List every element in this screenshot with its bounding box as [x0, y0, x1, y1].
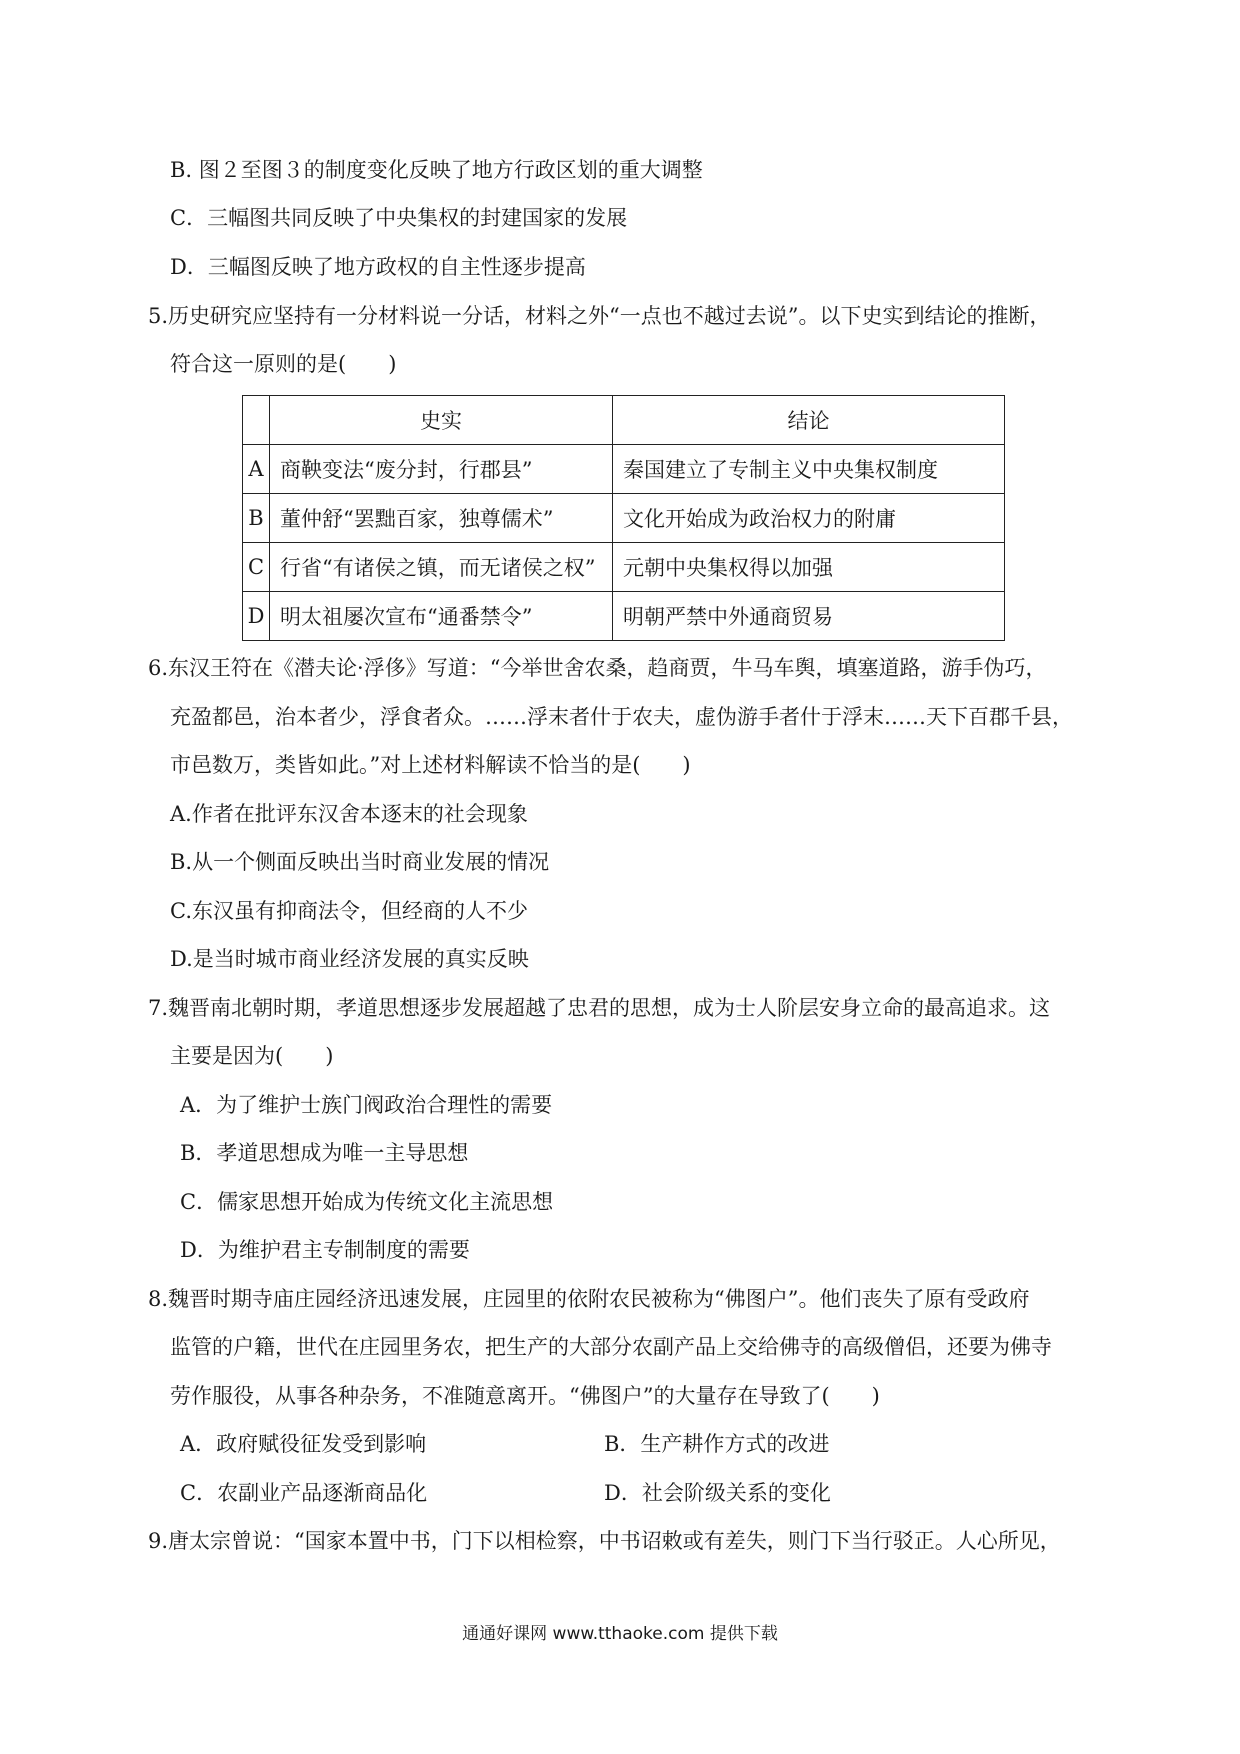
- q8-stem-line-1: 8.魏晋时期寺庙庄园经济迅速发展，庄园里的依附农民被称为“佛图户”。他们丧失了原有受政府: [148, 1287, 1030, 1311]
- row-letter: D: [243, 592, 270, 641]
- row-conclusion: 文化开始成为政治权力的附庸: [613, 494, 1005, 543]
- q4-option-c: C．三幅图共同反映了中央集权的封建国家的发展: [170, 206, 628, 230]
- row-letter: C: [243, 543, 270, 592]
- q8-option-b: B．生产耕作方式的改进: [604, 1432, 830, 1456]
- q8-option-a: A．政府赋役征发受到影响: [180, 1432, 427, 1456]
- row-fact: 董仲舒“罢黜百家，独尊儒术”: [270, 494, 613, 543]
- q6-option-d: D.是当时城市商业经济发展的真实反映: [170, 947, 529, 971]
- q7-stem-line-1: 7.魏晋南北朝时期，孝道思想逐步发展超越了忠君的思想，成为士人阶层安身立命的最高追求。这: [148, 996, 1051, 1020]
- q6-option-c: C.东汉虽有抑商法令，但经商的人不少: [170, 899, 528, 923]
- table-header-fact: 史实: [270, 396, 613, 445]
- q4-option-b: B. 图２至图３的制度变化反映了地方行政区划的重大调整: [170, 158, 703, 182]
- q4-option-d: D．三幅图反映了地方政权的自主性逐步提高: [170, 255, 586, 279]
- q5-stem-line-1: 5.历史研究应坚持有一分材料说一分话，材料之外“一点也不越过去说”。以下史实到结论的推断，: [148, 304, 1051, 328]
- table-header-row: [243, 396, 1005, 445]
- q6-stem-line-3: 市邑数万，类皆如此。”对上述材料解读不恰当的是( ): [170, 753, 691, 777]
- row-letter: B: [243, 494, 270, 543]
- table-header-blank: [243, 396, 270, 445]
- table-row: [243, 543, 1005, 592]
- q8-option-d: D．社会阶级关系的变化: [604, 1481, 831, 1505]
- q8-stem-line-3: 劳作服役，从事各种杂务，不准随意离开。“佛图户”的大量存在导致了( ): [170, 1384, 880, 1408]
- q6-stem-line-1: 6.东汉王符在《潜夫论·浮侈》写道：“今举世舍农桑，趋商贾，牛马车舆，填塞道路，游手伪巧，: [148, 656, 1047, 680]
- table-header-conclusion: 结论: [613, 396, 1005, 445]
- row-fact: 商鞅变法“废分封，行郡县”: [270, 445, 613, 494]
- q7-option-c: C．儒家思想开始成为传统文化主流思想: [180, 1190, 554, 1214]
- q9-stem-line-1: 9.唐太宗曾说：“国家本置中书，门下以相检察，中书诏敕或有差失，则门下当行驳正。人心所见，: [148, 1529, 1061, 1553]
- table-row: [243, 592, 1005, 641]
- table-row: [243, 494, 1005, 543]
- q6-option-a: A.作者在批评东汉舍本逐末的社会现象: [170, 802, 528, 826]
- q5-stem-line-2: 符合这一原则的是( ): [170, 352, 397, 376]
- page-footer: 通通好课网 www.tthaoke.com 提供下载: [462, 1624, 778, 1644]
- q6-stem-line-2: 充盈都邑，治本者少，浮食者众。……浮末者什于农夫，虚伪游手者什于浮末……天下百郡千县，: [170, 705, 1073, 729]
- row-conclusion: 明朝严禁中外通商贸易: [613, 592, 1005, 641]
- q8-option-c: C．农副业产品逐渐商品化: [180, 1481, 428, 1505]
- q7-option-b: B．孝道思想成为唯一主导思想: [180, 1141, 469, 1165]
- row-conclusion: 秦国建立了专制主义中央集权制度: [613, 445, 1005, 494]
- row-fact: 行省“有诸侯之镇，而无诸侯之权”: [270, 543, 613, 592]
- row-letter: A: [243, 445, 270, 494]
- q7-stem-line-2: 主要是因为( ): [170, 1044, 334, 1068]
- q7-option-a: A．为了维护士族门阀政治合理性的需要: [180, 1093, 553, 1117]
- q6-option-b: B.从一个侧面反映出当时商业发展的情况: [170, 850, 550, 874]
- row-fact: 明太祖屡次宣布“通番禁令”: [270, 592, 613, 641]
- q5-facts-table: [242, 395, 1005, 641]
- q8-stem-line-2: 监管的户籍，世代在庄园里务农，把生产的大部分农副产品上交给佛寺的高级僧侣，还要为佛寺: [170, 1335, 1052, 1359]
- table-row: [243, 445, 1005, 494]
- q7-option-d: D．为维护君主专制制度的需要: [180, 1238, 470, 1262]
- row-conclusion: 元朝中央集权得以加强: [613, 543, 1005, 592]
